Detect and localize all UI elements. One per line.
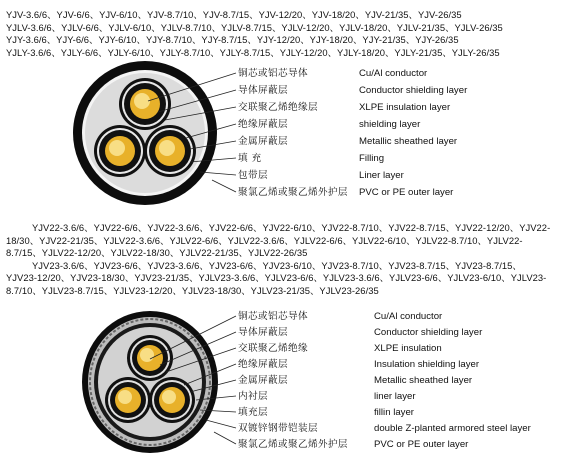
core-left (94, 125, 146, 177)
core-top (127, 335, 173, 381)
layer-name-en: XLPE insulation (374, 343, 442, 354)
cable-cross-section-armored (80, 310, 220, 455)
layer-name-en: Filling (359, 153, 385, 164)
layer-name-en: Metallic sheathed layer (359, 136, 458, 147)
layer-name-en: Liner layer (359, 170, 404, 181)
layer-name-cn: 交联聚乙烯绝缘 (238, 343, 308, 354)
layer-name-en: fillin layer (374, 407, 414, 418)
core-left (105, 377, 151, 423)
layer-name-cn: 交联聚乙烯绝缘层 (238, 102, 318, 113)
layer-name-cn: 填 充 (238, 153, 262, 164)
core-right (149, 377, 195, 423)
cable-cross-section-unarmored (70, 58, 220, 208)
layer-name-en: Conductor shielding layer (359, 85, 468, 96)
model-line: YJV23-3.6/6、YJV23-6/6、YJV23-3.6/6、YJV23-6/6、YJV23-6/10、YJV23-8.7/10、YJV23-8.7/15、YJV23-8.7/15、 (32, 259, 522, 271)
model-line: 18/30、YJV22-21/35、YJLV22-3.6/6、YJLV22-6/6、YJLV22-3.6/6、YJLV22-6/6、YJLV22-6/10、YJLV22-8.7/10、YJLV22- (6, 234, 523, 246)
model-list-armored (6, 222, 572, 297)
model-line: YJV22-3.6/6、YJV22-6/6、YJV22-3.6/6、YJV22-6/6、YJV22-6/10、YJV22-8.7/10、YJV22-8.7/15、YJV22-12/20、YJV22- (32, 222, 551, 233)
model-line: YJY-3.6/6、YJY-6/6、YJY-6/10、YJY-8.7/10、YJY-8.7/15、YJY-12/20、YJY-18/20、YJY-21/35、YJY-26/35 (6, 34, 459, 45)
core-top (119, 78, 171, 130)
layer-name-cn: 导体屏蔽层 (238, 327, 288, 338)
layer-name-cn: 铜芯或铝芯导体 (238, 68, 308, 79)
model-line: YJLY-3.6/6、YJLY-6/6、YJLY-6/10、YJLY-8.7/10、YJLY-8.7/15、YJLY-12/20、YJLY-18/20、YJLY-21/35、YJLY-26/35 (6, 46, 500, 58)
layer-name-en: XLPE insulation layer (359, 102, 451, 113)
model-line: 8.7/10、YJLV23-8.7/15、YJLV23-12/20、YJLV23-18/30、YJLV23-21/35、YJLV23-26/35 (6, 284, 379, 296)
layer-name-en: Insulation shielding layer (374, 359, 480, 370)
layer-name-cn: 金属屏蔽层 (238, 375, 288, 386)
layer-name-cn: 聚氯乙烯或聚乙烯外护层 (238, 439, 348, 450)
layer-name-cn: 包带层 (238, 170, 268, 181)
layer-name-cn: 金属屏蔽层 (238, 136, 288, 147)
layer-legend-top (238, 66, 573, 201)
model-line: 8.7/15、YJLV22-12/20、YJLV22-18/30、YJLV22-21/35、YJLV22-26/35 (6, 247, 308, 258)
layer-name-cn: 聚氯乙烯或聚乙烯外护层 (238, 187, 348, 198)
layer-name-en: Metallic sheathed layer (374, 375, 473, 386)
layer-name-en: Cu/Al conductor (359, 68, 428, 79)
layer-name-en: Conductor shielding layer (374, 327, 483, 338)
model-line: YJV23-12/20、YJV23-18/30、YJV23-21/35、YJLV23-3.6/6、YJLV23-6/6、YJLV23-3.6/6、YJLV23-6/6、YJLV23-6/10、YJLV23- (6, 272, 547, 283)
layer-name-cn: 绝缘屏蔽层 (238, 119, 288, 130)
layer-name-cn: 内衬层 (238, 391, 268, 402)
layer-name-en: PVC or PE outer layer (374, 439, 469, 450)
layer-name-cn: 双镀锌钢带铠装层 (238, 423, 318, 434)
layer-name-cn: 导体屏蔽层 (238, 85, 288, 96)
layer-name-en: double Z-planted armored steel layer (374, 423, 531, 434)
core-right (144, 125, 196, 177)
model-line: YJLV-3.6/6、YJLV-6/6、YJLV-6/10、YJLV-8.7/10、YJLV-8.7/15、YJLV-12/20、YJLV-18/20、YJLV-21/35、YJLV-26/35 (6, 21, 503, 33)
layer-name-cn: 铜芯或铝芯导体 (238, 311, 308, 322)
model-line: YJV-3.6/6、YJV-6/6、YJV-6/10、YJV-8.7/10、YJV-8.7/15、YJV-12/20、YJV-18/20、YJV-21/35、YJV-26/35 (6, 9, 462, 20)
layer-name-en: shielding layer (359, 119, 421, 130)
layer-name-cn: 填充层 (238, 407, 268, 418)
layer-name-cn: 绝缘屏蔽层 (238, 359, 288, 370)
model-list-top (6, 9, 503, 59)
layer-name-en: Cu/Al conductor (374, 311, 443, 322)
layer-legend-bottom (238, 309, 573, 454)
layer-name-en: liner layer (374, 391, 416, 402)
layer-name-en: PVC or PE outer layer (359, 187, 454, 198)
